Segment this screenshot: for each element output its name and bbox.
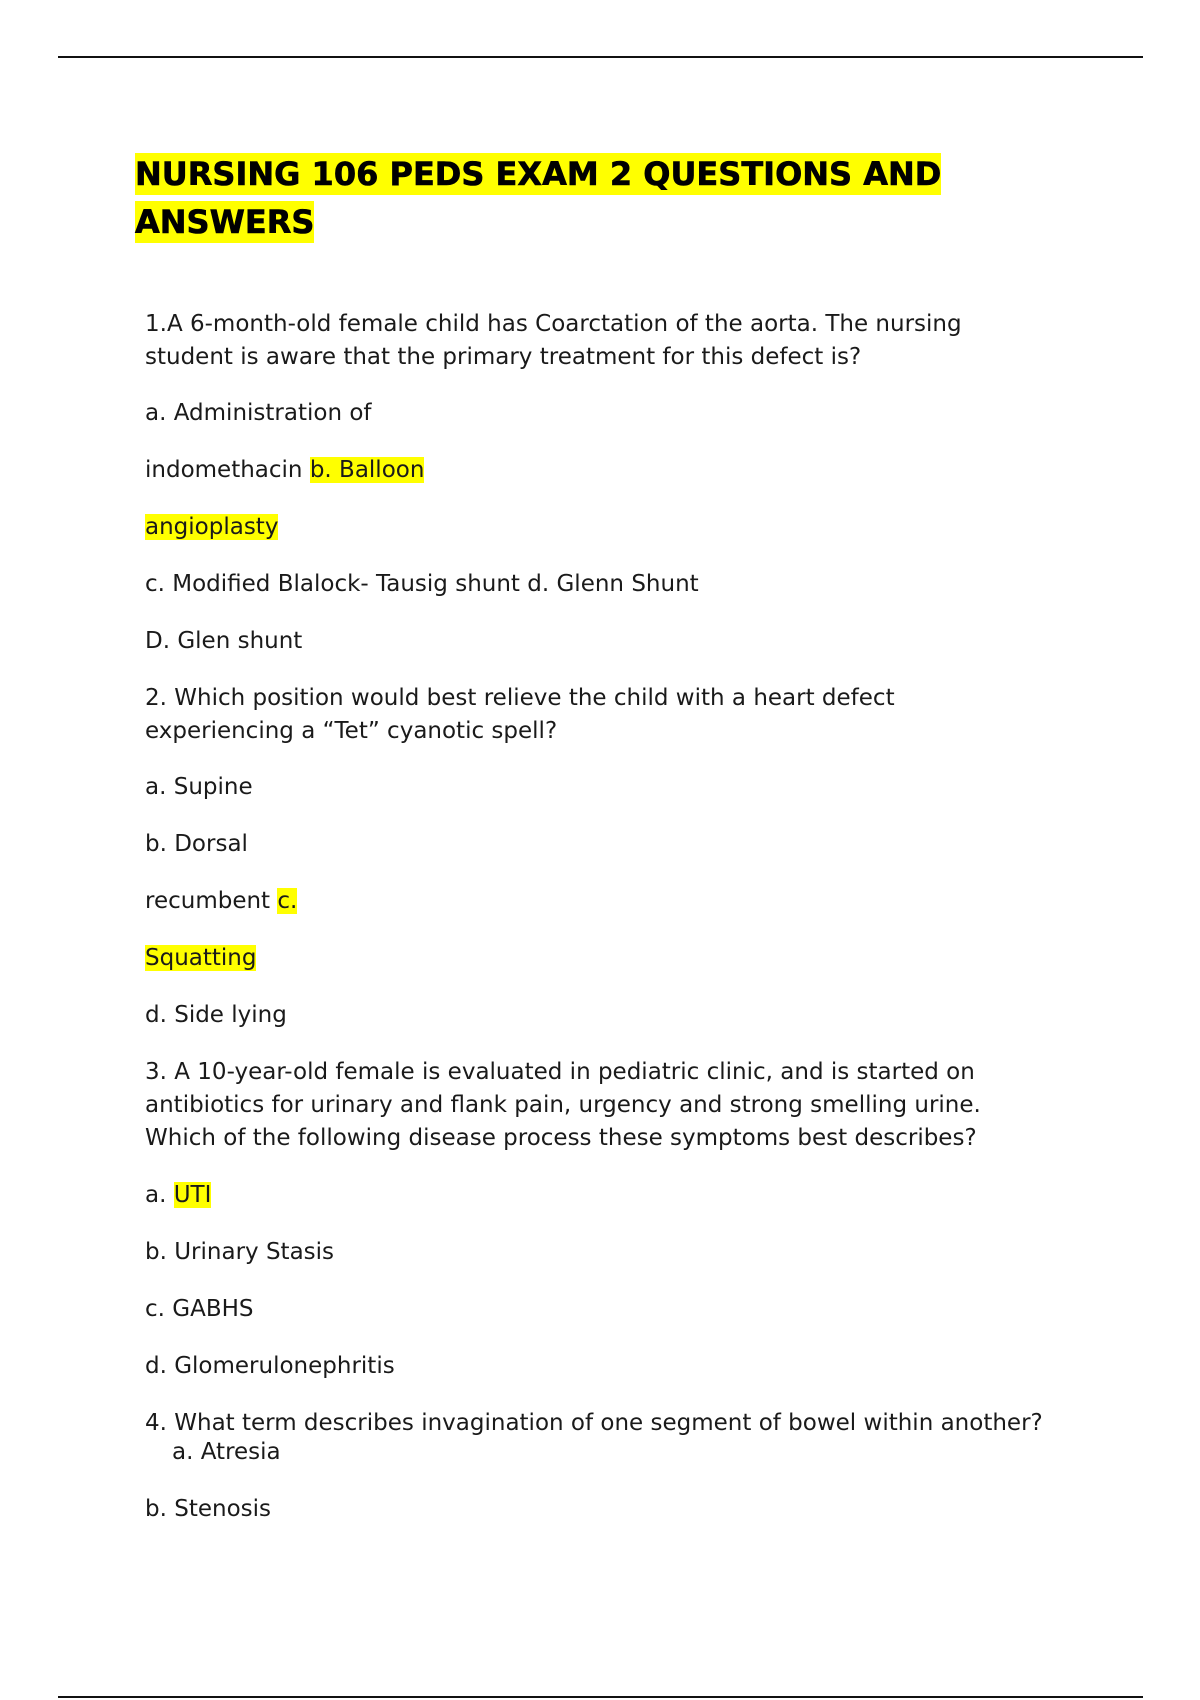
q3-option-a xyxy=(145,1179,211,1212)
q4-option-b: b. Stenosis xyxy=(145,1496,271,1522)
q2-answer-c-part2: Squatting xyxy=(145,945,257,971)
document-title xyxy=(135,150,985,246)
bottom-rule xyxy=(58,1696,1143,1698)
q2-option-d: d. Side lying xyxy=(145,1002,287,1028)
q1-answer-line xyxy=(145,511,278,544)
q1-option-D: D. Glen shunt xyxy=(145,628,303,654)
q3-text-line-1: 3. A 10-year-old female is evaluated in pediatric clinic, and is started on xyxy=(145,1059,975,1085)
q1-answer-b-part1: b. Balloon xyxy=(309,457,425,483)
q2-text-line-1: 2. Which position would best relieve the child with a heart defect xyxy=(145,685,895,711)
q2-text-line-2: experiencing a “Tet” cyanotic spell? xyxy=(145,718,558,744)
q1-option-a-tail: indomethacin xyxy=(145,457,310,483)
title-line-2: ANSWERS xyxy=(135,203,315,241)
q3-option-a-prefix: a. xyxy=(145,1182,174,1208)
top-rule xyxy=(58,56,1143,58)
q3-answer-a: UTI xyxy=(173,1182,212,1208)
q4-option-a: a. Atresia xyxy=(172,1439,281,1465)
q3-option-c: c. GABHS xyxy=(145,1296,254,1322)
q1-text-line-2: student is aware that the primary treatment for this defect is? xyxy=(145,344,862,370)
q1-option-a-continued xyxy=(145,454,424,487)
title-line-1: NURSING 106 PEDS EXAM 2 QUESTIONS AND xyxy=(135,155,942,193)
q2-option-b-continued xyxy=(145,885,297,918)
q3-text-line-3: Which of the following disease process these symptoms best describes? xyxy=(145,1125,977,1151)
q2-answer-c-part1: c. xyxy=(277,888,298,914)
q2-answer-line xyxy=(145,942,256,975)
q3-text-line-2: antibiotics for urinary and flank pain, urgency and strong smelling urine. xyxy=(145,1092,981,1118)
q1-option-a: a. Administration of xyxy=(145,400,372,426)
q1-answer-b-part2: angioplasty xyxy=(145,514,279,540)
q3-option-b: b. Urinary Stasis xyxy=(145,1239,335,1265)
q1-text-line-1: 1.A 6-month-old female child has Coarctation of the aorta. The nursing xyxy=(145,311,962,337)
q2-option-b: b. Dorsal xyxy=(145,831,248,857)
q3-option-d: d. Glomerulonephritis xyxy=(145,1353,395,1379)
q2-option-a: a. Supine xyxy=(145,774,253,800)
q2-option-b-tail: recumbent xyxy=(145,888,278,914)
q4-text-line-1: 4. What term describes invagination of one segment of bowel within another? xyxy=(145,1410,1043,1436)
q1-option-c-d: c. Modified Blalock- Tausig shunt d. Glenn Shunt xyxy=(145,571,699,597)
